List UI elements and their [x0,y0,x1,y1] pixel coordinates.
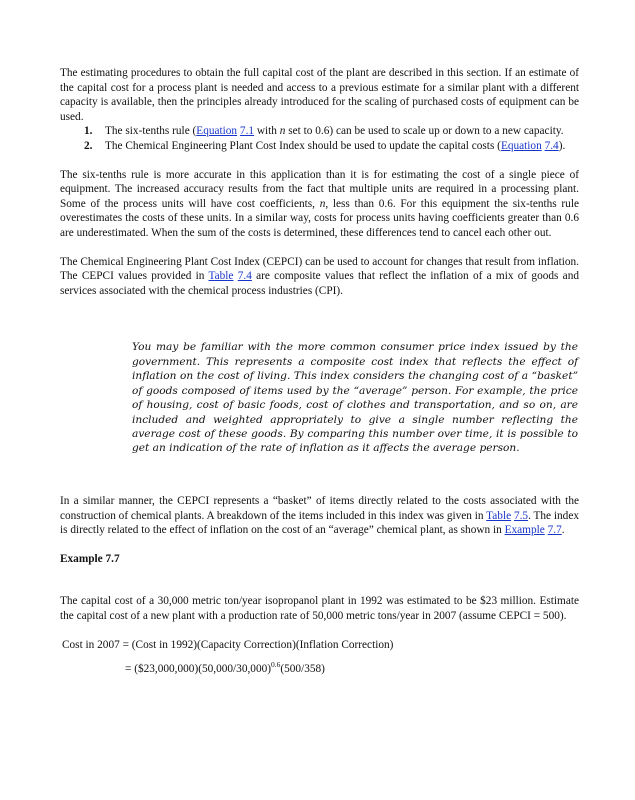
variable-n: n [319,197,326,210]
table-number-link[interactable]: 7.4 [237,270,252,283]
table-link[interactable]: Table [486,509,512,522]
cepci-paragraph: The Chemical Engineering Plant Cost Index (CEPCI) can be used to account for changes that result from inflation. The CEPCI values provided in Table 7.4 are composite values that reflect the inflation of a mix of goods and services associated with the chemical process industries (CPI). [60,255,579,297]
six-tenths-paragraph: The six-tenths rule is more accurate in this application than it is for estimating the cost of a single piece of equipment. The increased accuracy results from the fact that multiple units are required in a processing plant. Some of the process units will have cost coefficients, n, less than 0.6. For this equipment the six-tenths rule overestimates the costs of these units. In a similar way, costs for process units having coefficients greater than 0.6 are underestimated. When the sum of the costs is determined, these differences tend to cancel each other out. [60,168,579,239]
equation-number-link[interactable]: 7.1 [239,125,255,138]
equation-number-link[interactable]: 7.4 [544,139,559,152]
estimation-steps-list [60,124,579,153]
example-heading: Example 7.7 [60,552,120,565]
intro-paragraph: The estimating procedures to obtain the full capital cost of the plant are described in this section. If an estimate of the capital cost for a process plant is needed and access to a previous estimate for a similar plant with a different capacity is available, then the principles already introduced for the scaling of purchased costs of equipment can be used. [60,67,579,123]
document-page [60,66,579,677]
list-item: 2. The Chemical Engineering Plant Cost Index should be used to update the capital costs (Equation 7.4). [84,139,566,152]
example-problem: The capital cost of a 30,000 metric ton/year isopropanol plant in 1992 was estimated to be $23 million. Estimate the capital cost of a new plant with a production rate of 50,000 metric tons/year in 2007 (assume CEPCI = 500). [60,595,579,622]
cost-equation: Cost in 2007 = (Cost in 1992)(Capacity Correction)(Inflation Correction) [62,638,394,651]
list-number: 2. [84,139,93,152]
table-number-link[interactable]: 7.5 [513,509,529,522]
basket-paragraph: In a similar manner, the CEPCI represents a “basket” of items directly related to the costs associated with the construction of chemical plants. A breakdown of the items included in this index was given in Table 7.5. The index is directly related to the effect of inflation on the cost of an “average” chemical plant, as shown in Example 7.7. [60,494,579,537]
table-link[interactable]: Table [208,270,234,283]
list-item: 1. The six-tenths rule (Equation 7.1 with n set to 0.6) can be used to scale up or down to a new capacity. [84,125,564,138]
equation-link[interactable]: Equation [500,139,542,152]
equation-link[interactable]: Equation [196,125,238,138]
cost-calculation: = $(\$23,000,000)(50,000/30,000)^{0.6}(500/358)$ [125,660,325,676]
example-link[interactable]: Example [504,524,545,537]
exponent: 0.6 [271,660,281,670]
consumer-price-index-callout: You may be familiar with the more common consumer price index issued by the government. This represents a composite cost index that reflects the effect of inflation on the cost of living. This index considers the changing cost of a “basket” of goods composed of items used by the “average” person. For example, the price of housing, cost of basic foods, cost of clothes and transportation, and so on, are included and weighted appropriately to give a single number reflecting the average cost of these goods. By comparing this number over time, it is possible to get an indication of the rate of inflation as it affects the average person. [132,341,578,455]
variable-n: n [279,125,286,138]
list-number: 1. [84,125,93,138]
example-number-link[interactable]: 7.7 [547,524,562,537]
